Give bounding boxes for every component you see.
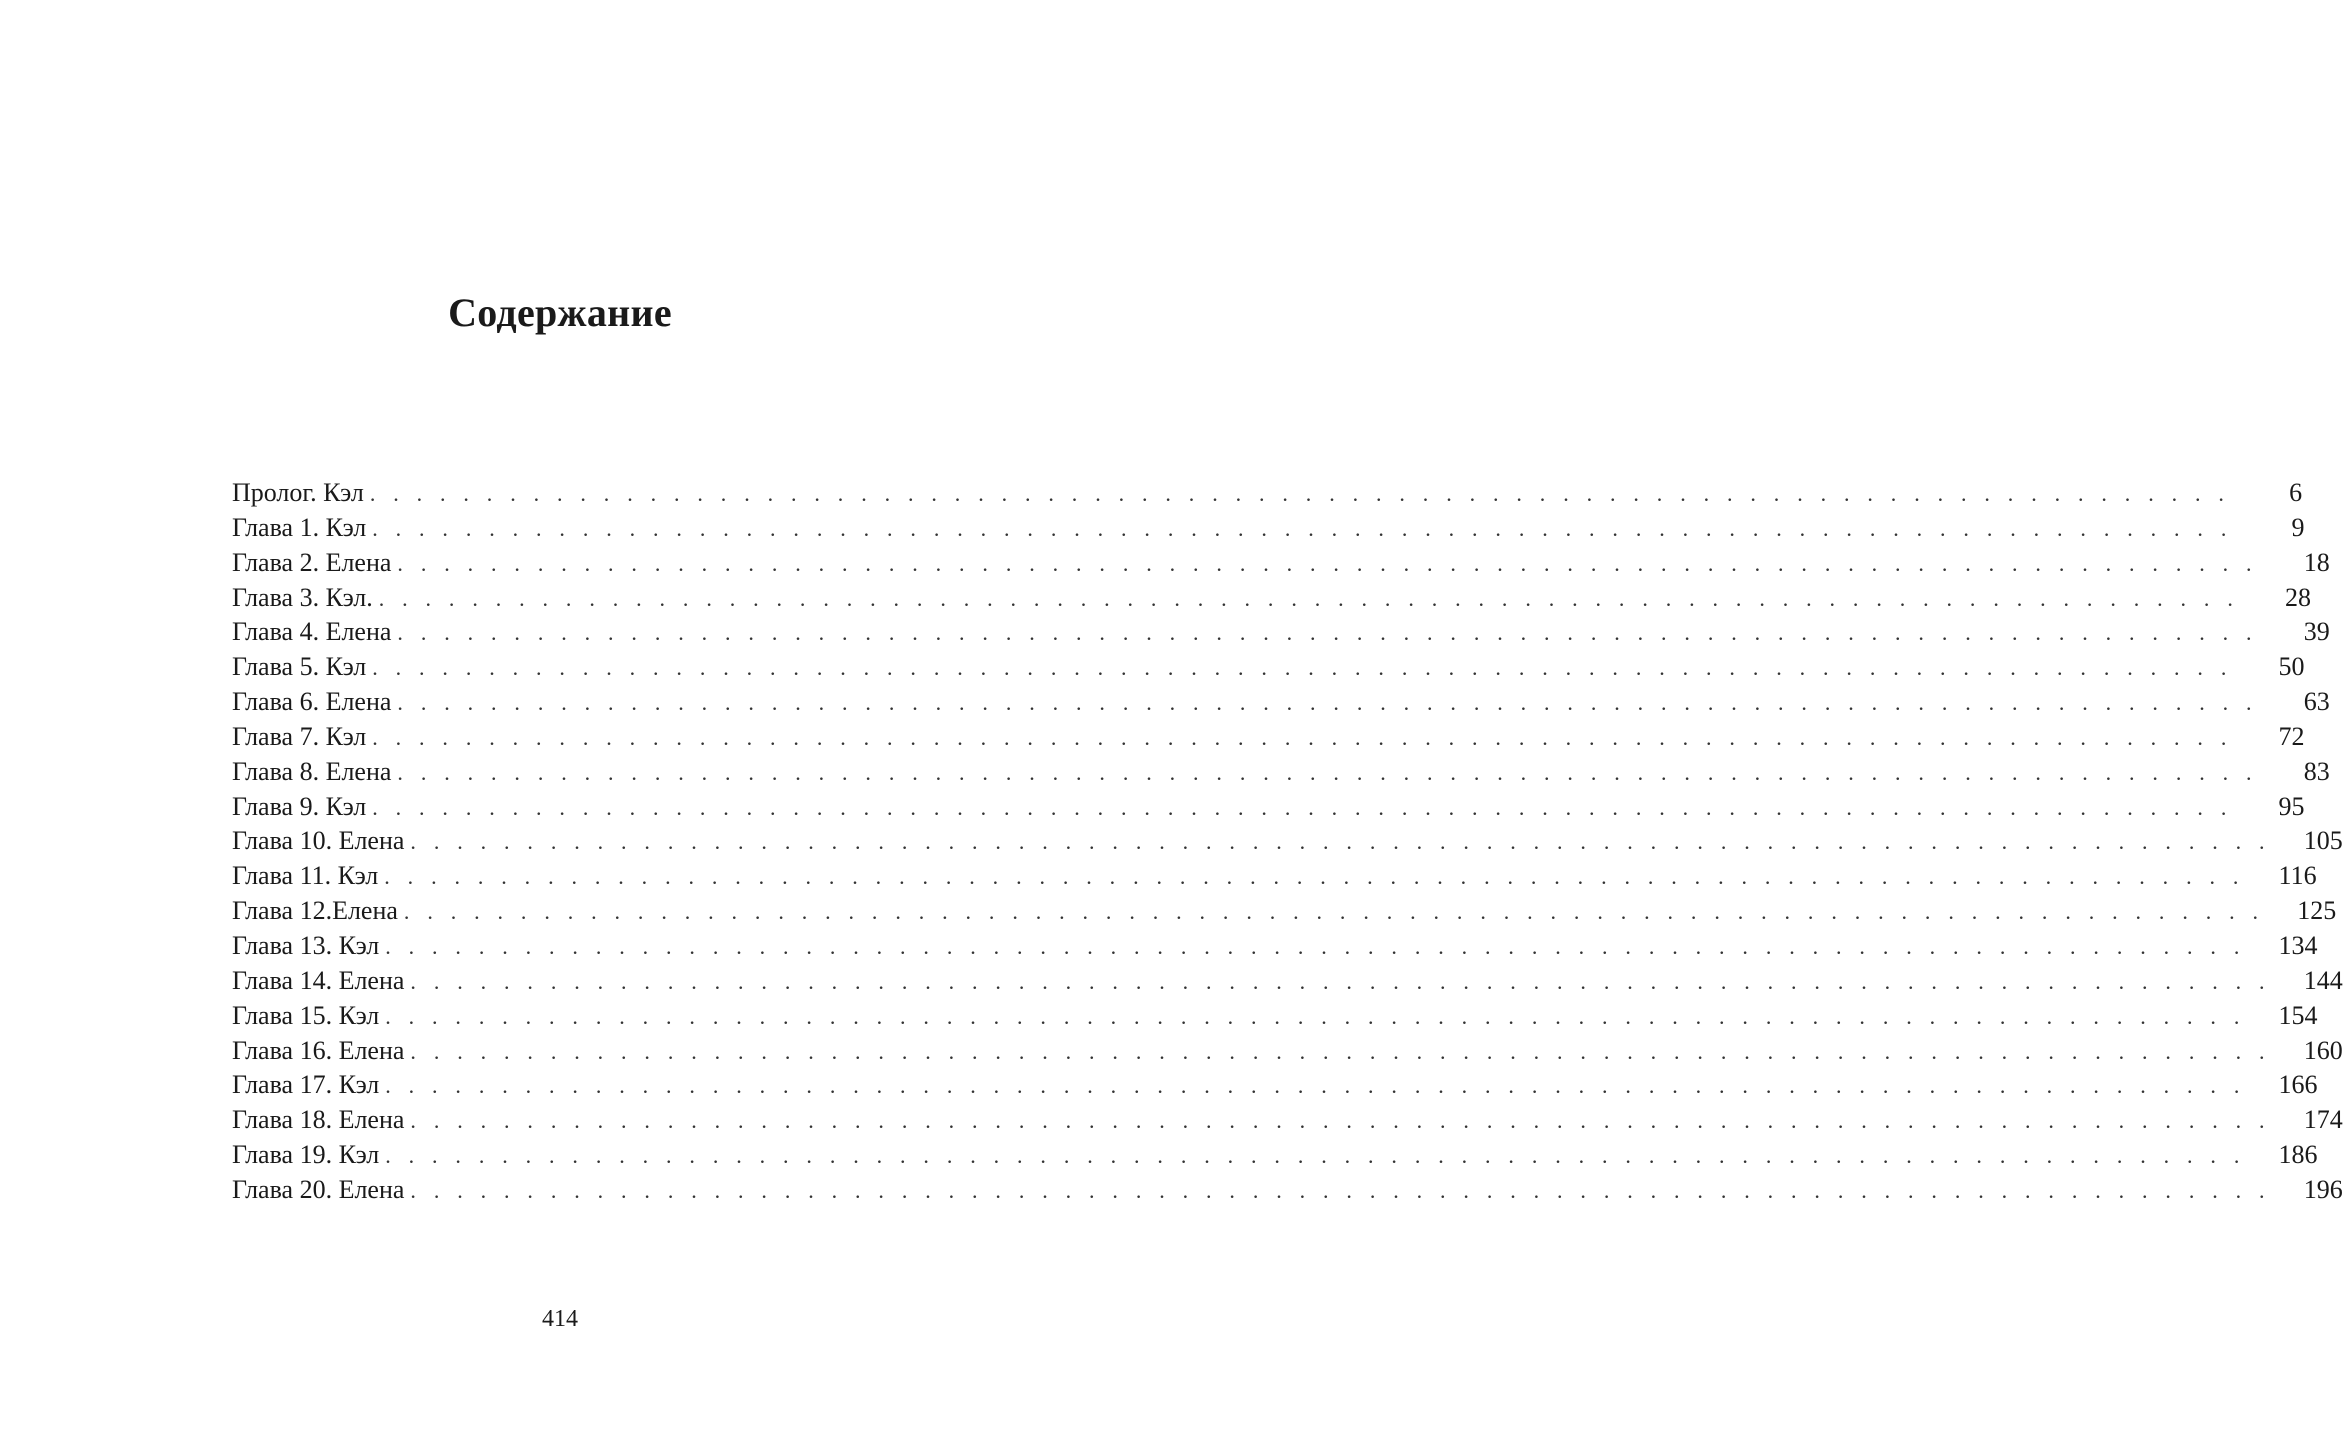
toc-leader-dots: . . . . . . . . . . . . . . . . . . . . . . . . . . . . . . . . . . . . . . . . . . . . . . . . . . . . . . . . . . . . . . . . . . . . . . . . . . . . . . . . — [369, 481, 2231, 506]
toc-entry-page: 144 — [2303, 965, 2343, 995]
toc-entry — [232, 824, 2343, 859]
toc-entry — [232, 1173, 2343, 1208]
toc-entry-label: Глава 1. Кэл — [232, 512, 367, 542]
toc-entry-page: 166 — [2278, 1070, 2318, 1100]
toc-leader-dots: . . . . . . . . . . . . . . . . . . . . . . . . . . . . . . . . . . . . . . . . . . . . . . . . . . . . . . . . . . . . . . . . . . . . . . . . . . . . . . . . — [397, 550, 2258, 576]
toc-entry-label: Глава 3. Кэл. — [232, 582, 373, 612]
toc-leader-dots: . . . . . . . . . . . . . . . . . . . . . . . . . . . . . . . . . . . . . . . . . . . . . . . . . . . . . . . . . . . . . . . . . . . . . . . . . . . . . . . . — [385, 1073, 2246, 1099]
toc-entry-label: Глава 8. Елена — [232, 756, 392, 786]
toc-leader-dots: . . . . . . . . . . . . . . . . . . . . . . . . . . . . . . . . . . . . . . . . . . . . . . . . . . . . . . . . . . . . . . . . . . . . . . . . . . . . . . . . — [384, 864, 2245, 890]
toc-entry-label: Глава 16. Елена — [232, 1035, 405, 1065]
toc-entry-page: 174 — [2303, 1105, 2343, 1135]
toc-leader-dots: . . . . . . . . . . . . . . . . . . . . . . . . . . . . . . . . . . . . . . . . . . . . . . . . . . . . . . . . . . . . . . . . . . . . . . . . . . . . . . . . — [385, 1143, 2246, 1169]
toc-entry — [232, 755, 2330, 790]
toc-entry-label: Глава 10. Елена — [232, 826, 405, 856]
toc-entry-page: 18 — [2303, 547, 2330, 577]
toc-entry — [232, 650, 2305, 685]
table-of-contents — [232, 476, 2343, 1208]
toc-entry — [232, 999, 2318, 1034]
toc-entry-page: 6 — [2289, 478, 2303, 507]
toc-leader-dots: . . . . . . . . . . . . . . . . . . . . . . . . . . . . . . . . . . . . . . . . . . . . . . . . . . . . . . . . . . . . . . . . . . . . . . . . . . . . . . . . — [410, 1177, 2271, 1203]
toc-entry — [232, 685, 2330, 720]
toc-entry-label: Глава 5. Кэл — [232, 652, 367, 682]
toc-entry-page: 63 — [2303, 687, 2330, 717]
toc-leader-dots: . . . . . . . . . . . . . . . . . . . . . . . . . . . . . . . . . . . . . . . . . . . . . . . . . . . . . . . . . . . . . . . . . . . . . . . . . . . . . . . . — [410, 968, 2271, 994]
toc-entry-page: 154 — [2278, 1000, 2318, 1030]
toc-entry — [232, 1138, 2318, 1173]
page-number: 414 — [542, 1306, 578, 1332]
toc-entry-label: Глава 9. Кэл — [232, 791, 367, 821]
toc-entry — [232, 964, 2343, 999]
toc-entry-label: Глава 13. Кэл — [232, 930, 380, 960]
toc-leader-dots: . . . . . . . . . . . . . . . . . . . . . . . . . . . . . . . . . . . . . . . . . . . . . . . . . . . . . . . . . . . . . . . . . . . . . . . . . . . . . . . . — [410, 1038, 2271, 1064]
toc-entry-label: Глава 20. Елена — [232, 1174, 405, 1204]
toc-leader-dots: . . . . . . . . . . . . . . . . . . . . . . . . . . . . . . . . . . . . . . . . . . . . . . . . . . . . . . . . . . . . . . . . . . . . . . . . . . . . . . . . — [372, 515, 2233, 541]
toc-entry-page: 196 — [2303, 1174, 2343, 1204]
toc-leader-dots: . . . . . . . . . . . . . . . . . . . . . . . . . . . . . . . . . . . . . . . . . . . . . . . . . . . . . . . . . . . . . . . . . . . . . . . . . . . . . . . . — [385, 933, 2246, 959]
toc-leader-dots: . . . . . . . . . . . . . . . . . . . . . . . . . . . . . . . . . . . . . . . . . . . . . . . . . . . . . . . . . . . . . . . . . . . . . . . . . . . . . . . . — [385, 1003, 2246, 1029]
toc-entry — [232, 1034, 2343, 1069]
toc-entry-label: Глава 12.Елена — [232, 896, 398, 926]
toc-entry — [232, 894, 2337, 929]
toc-entry-page: 95 — [2278, 791, 2305, 821]
toc-entry — [232, 476, 2303, 511]
toc-entry-label: Глава 18. Елена — [232, 1105, 405, 1135]
toc-entry-page: 50 — [2278, 652, 2305, 682]
toc-entry-page: 125 — [2297, 896, 2337, 926]
toc-entry-label: Глава 17. Кэл — [232, 1070, 380, 1100]
toc-leader-dots: . . . . . . . . . . . . . . . . . . . . . . . . . . . . . . . . . . . . . . . . . . . . . . . . . . . . . . . . . . . . . . . . . . . . . . . . . . . . . . . . — [410, 1108, 2271, 1134]
toc-entry-label: Глава 19. Кэл — [232, 1140, 380, 1170]
toc-entry-label: Глава 14. Елена — [232, 965, 405, 995]
toc-entry — [232, 720, 2305, 755]
toc-leader-dots: . . . . . . . . . . . . . . . . . . . . . . . . . . . . . . . . . . . . . . . . . . . . . . . . . . . . . . . . . . . . . . . . . . . . . . . . . . . . . . . . — [372, 655, 2233, 681]
toc-entry-label: Глава 15. Кэл — [232, 1000, 380, 1030]
toc-entry — [232, 859, 2317, 894]
toc-leader-dots: . . . . . . . . . . . . . . . . . . . . . . . . . . . . . . . . . . . . . . . . . . . . . . . . . . . . . . . . . . . . . . . . . . . . . . . . . . . . . . . . — [397, 690, 2258, 716]
toc-leader-dots: . . . . . . . . . . . . . . . . . . . . . . . . . . . . . . . . . . . . . . . . . . . . . . . . . . . . . . . . . . . . . . . . . . . . . . . . . . . . . . . . — [378, 585, 2240, 611]
toc-entry-page: 105 — [2303, 826, 2343, 856]
toc-entry-label: Глава 11. Кэл — [232, 861, 379, 891]
toc-entry-page: 28 — [2285, 582, 2312, 612]
toc-entry — [232, 929, 2318, 964]
toc-entry-page: 116 — [2278, 861, 2317, 891]
toc-entry — [232, 1103, 2343, 1138]
toc-entry-page: 39 — [2303, 617, 2330, 647]
toc-entry-page: 160 — [2303, 1035, 2343, 1065]
toc-leader-dots: . . . . . . . . . . . . . . . . . . . . . . . . . . . . . . . . . . . . . . . . . . . . . . . . . . . . . . . . . . . . . . . . . . . . . . . . . . . . . . . . — [403, 899, 2265, 925]
toc-entry-label: Глава 7. Кэл — [232, 721, 367, 751]
toc-leader-dots: . . . . . . . . . . . . . . . . . . . . . . . . . . . . . . . . . . . . . . . . . . . . . . . . . . . . . . . . . . . . . . . . . . . . . . . . . . . . . . . . — [397, 620, 2258, 646]
toc-entry-label: Пролог. Кэл — [232, 478, 364, 507]
toc-entry-page: 9 — [2291, 512, 2305, 542]
toc-leader-dots: . . . . . . . . . . . . . . . . . . . . . . . . . . . . . . . . . . . . . . . . . . . . . . . . . . . . . . . . . . . . . . . . . . . . . . . . . . . . . . . . — [372, 794, 2233, 820]
toc-entry-page: 186 — [2278, 1140, 2318, 1170]
toc-entry — [232, 546, 2330, 581]
toc-leader-dots: . . . . . . . . . . . . . . . . . . . . . . . . . . . . . . . . . . . . . . . . . . . . . . . . . . . . . . . . . . . . . . . . . . . . . . . . . . . . . . . . — [410, 829, 2271, 855]
toc-entry-label: Глава 6. Елена — [232, 687, 392, 717]
toc-entry — [232, 615, 2330, 650]
toc-entry — [232, 511, 2305, 546]
toc-entry — [232, 581, 2312, 616]
toc-entry-label: Глава 4. Елена — [232, 617, 392, 647]
toc-entry-page: 72 — [2278, 721, 2305, 751]
toc-entry — [232, 790, 2305, 825]
toc-entry-page: 134 — [2278, 930, 2318, 960]
toc-entry-page: 83 — [2303, 756, 2330, 786]
toc-entry-label: Глава 2. Елена — [232, 547, 392, 577]
toc-leader-dots: . . . . . . . . . . . . . . . . . . . . . . . . . . . . . . . . . . . . . . . . . . . . . . . . . . . . . . . . . . . . . . . . . . . . . . . . . . . . . . . . — [372, 724, 2233, 750]
toc-leader-dots: . . . . . . . . . . . . . . . . . . . . . . . . . . . . . . . . . . . . . . . . . . . . . . . . . . . . . . . . . . . . . . . . . . . . . . . . . . . . . . . . — [397, 759, 2258, 785]
page-title: Содержание — [448, 289, 672, 335]
toc-entry — [232, 1068, 2318, 1103]
